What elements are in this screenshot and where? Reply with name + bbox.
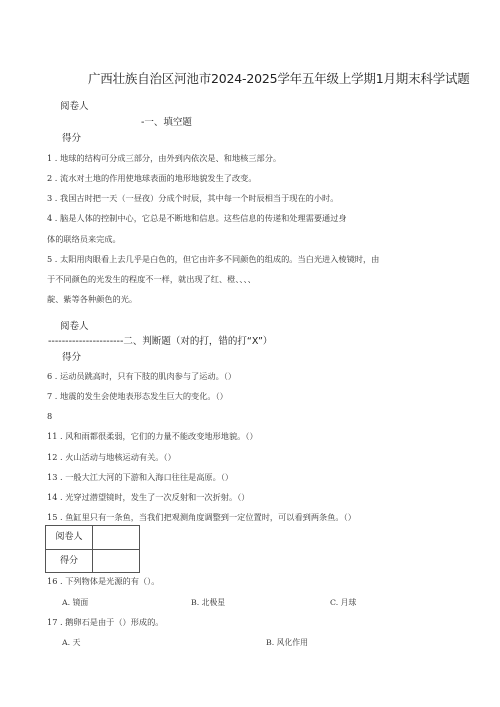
question-item: 14 . 光穿过潜望镜时，发生了一次反射和一次折射。（） — [47, 492, 250, 502]
option-b: B. 风化作用 — [266, 638, 308, 647]
question-item: 11 . 风和雨都很柔弱，它们的力量不能改变地形地貌。（） — [47, 431, 258, 441]
question-item: 13 . 一般大江大河的下游和入海口往往是高原。（） — [47, 472, 234, 482]
score-table-row — [46, 550, 139, 573]
question-item: 3 . 我国古时把一天（一昼夜）分成个时辰，其中每一个时辰相当于现在的小时。 — [47, 193, 339, 203]
section-heading-fill-blank: -一、填空题 — [141, 117, 192, 128]
option-b: B. 北极星 — [191, 598, 226, 607]
question-item: 4 . 脑是人体的控制中心，它总是不断地和信息。这些信息的传递和处理需要通过身 — [47, 213, 347, 223]
question-item: 5 . 太阳用肉眼看上去几乎是白色的，但它由许多不同颜色的组成的。当白光进入棱镜时，由 — [47, 254, 380, 264]
question-continuation: 于不同颜色的光发生的程度不一样，就出现了红、橙、、、、 — [47, 274, 256, 284]
score-table-row — [46, 526, 139, 550]
question-item: 16 . 下列物体是光源的有（）。 — [47, 576, 160, 586]
score-label: 得分 — [62, 352, 82, 363]
question-continuation: 体的联络员来完成。 — [47, 234, 121, 244]
question-continuation: 靛、紫等各种颜色的光。 — [47, 294, 138, 304]
question-item: 1 . 地球的结构可分成三部分，由外到内依次是、和地核三部分。 — [47, 153, 282, 163]
question-item: 2 . 流水对土地的作用使地球表面的地形地貌发生了改变。 — [47, 173, 257, 183]
score-label: 得分 — [46, 550, 93, 573]
question-item: 15 . 鱼缸里只有一条鱼，当我们把观测角度调整到一定位置时，可以看到两条鱼。（） — [47, 512, 356, 522]
question-item: 12 . 火山活动与地核运动有关。（） — [47, 452, 176, 462]
question-item: 6 . 运动员跳高时，只有下肢的肌肉参与了运动。（） — [47, 371, 237, 381]
option-c: C. 月球 — [330, 598, 357, 607]
reader-label: 阅卷人 — [60, 321, 89, 332]
section-heading-true-false: ----------------------二、判断题（对的打，错的打“X”） — [48, 336, 273, 347]
score-label: 得分 — [62, 133, 82, 144]
option-a: A. 镜面 — [62, 598, 89, 607]
option-a: A. 天 — [62, 638, 81, 647]
score-table — [45, 525, 140, 573]
reader-label: 阅卷人 — [46, 526, 93, 549]
question-item: 8 — [47, 411, 53, 421]
reader-label: 阅卷人 — [60, 101, 89, 112]
question-item: 7 . 地震的发生会使地表形态发生巨大的变化。（） — [47, 391, 228, 401]
page-title: 广西壮族自治区河池市2024-2025学年五年级上学期1月期末科学试题 — [88, 71, 470, 86]
question-item: 17 . 鹅卵石是由于（）形成的。 — [47, 617, 164, 627]
